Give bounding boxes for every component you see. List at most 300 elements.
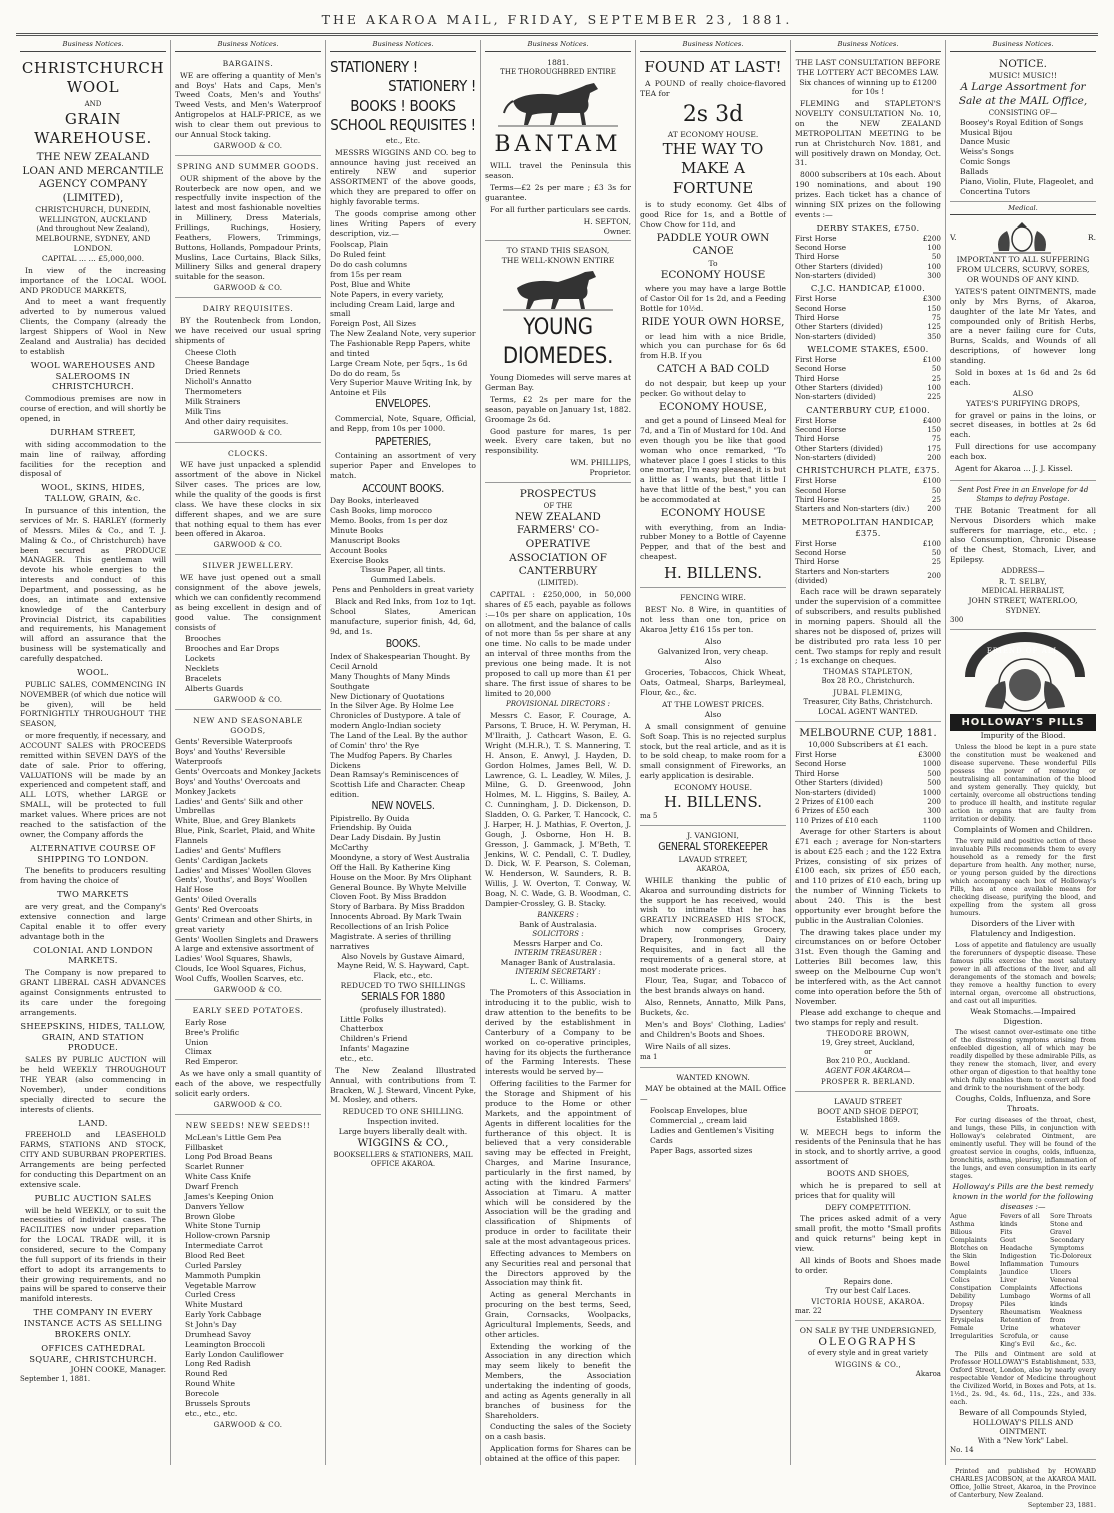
prize-label: Starters and Non-starters (div.) <box>795 504 910 514</box>
item-list <box>175 737 321 983</box>
list-item: Exercise Books <box>330 555 389 565</box>
prize-table <box>795 294 941 341</box>
item-list <box>330 496 476 565</box>
spring-goods-ad <box>175 158 321 298</box>
list-item: Gents' Woollen Singlets and Drawers <box>175 934 319 944</box>
list-item: etc., etc., etc. <box>185 1408 238 1418</box>
subheading: WOOL. <box>76 666 110 677</box>
list-item: Cheese Cloth <box>185 347 237 357</box>
line: Galvanized Iron, very cheap. <box>657 646 769 656</box>
list-item: Tic-Doloreux <box>1050 1251 1092 1260</box>
prize-label: First Horse <box>795 750 837 760</box>
list-item: Cash Books, limp morocco <box>330 506 432 516</box>
list-item: Dance Music <box>960 137 1010 147</box>
table-row <box>795 322 941 331</box>
prize-value: 300 <box>927 806 941 816</box>
paragraph: The very mild and positive action of these invaluable Pills recommends them to every household as a remedy for the first departure from health. Any mother, nurse, or young person guided by the directions which accompany each box of Holloway's Pills, has at once available means for checking disease, purifying the blood, and expelling from the system all gross humours. <box>950 836 1096 917</box>
prize-label: Non-starters (divided) <box>795 270 876 280</box>
list-item: Post, Blue and White <box>330 279 411 289</box>
signature: GARWOOD & CO. <box>213 1420 283 1429</box>
line: or <box>864 1048 872 1057</box>
list-item: Early York Cabbage <box>185 1310 262 1320</box>
paragraph: MAY be obtained at the MAIL Office— <box>640 1084 786 1104</box>
list-item: White Stone Turnip <box>185 1221 261 1231</box>
subheading: INTERIM SECRETARY : <box>515 967 601 976</box>
paragraph: Groceries, Tobaccos, Chick Wheat, Oats, Oatmeal, Sharps, Barleymeal, Flour, &c., &c. <box>640 668 786 698</box>
seasonable-goods-ad <box>175 712 321 1000</box>
list-item: Off the Hall. By Katherine King <box>330 862 451 872</box>
list-item: St John's Day <box>185 1320 237 1330</box>
paragraph: with siding accommodation to the main line of railway, affording facilities for the reception and disposal of <box>20 439 166 479</box>
list-item: The Land of the Leal. By the author of Comin' thro' the Rye <box>330 730 468 750</box>
line: Beware of all Compounds Styled, <box>959 1407 1087 1417</box>
list-item: Ulcers <box>1050 1267 1072 1276</box>
ad-heading: STATIONERY ! <box>388 77 476 96</box>
item-list <box>175 634 321 693</box>
ad-heading: STATIONERY ! <box>330 57 418 76</box>
race-heading: CANTERBURY CUP, £1000. <box>806 404 930 415</box>
paragraph: Full directions for use accompany each box. <box>950 442 1096 461</box>
wanted-known-ad <box>640 1070 786 1160</box>
line: ALSO <box>1012 389 1034 398</box>
prize-value: £100 <box>922 354 941 364</box>
list-item: Hollow-crown Parsnip <box>185 1231 270 1241</box>
paragraph: Men's and Boys' Clothing, Ladies' and Children's Boots and Shoes. <box>640 1019 786 1039</box>
prize-value: 350 <box>927 331 941 341</box>
column-head: Medical. <box>950 204 1096 216</box>
subheading: Coughs, Colds, Influenza, and Sore Throats. <box>955 1094 1091 1114</box>
new-seeds-ad <box>175 1117 321 1434</box>
subheading: PUBLIC AUCTION SALES <box>34 1192 152 1203</box>
line: Pens and Penholders in great variety <box>332 585 474 595</box>
list-item: Necklets <box>185 664 219 674</box>
column-head: Business Notices. <box>330 40 476 52</box>
line: Repairs done. <box>843 1277 893 1286</box>
prize-value: 175 <box>927 443 941 453</box>
subheading: SERIALS FOR 1880 <box>361 991 445 1004</box>
ad-heading: NEW ZEALAND FARMERS' CO-OPERATIVE ASSOCIATION OF CANTERBURY <box>509 510 607 578</box>
column-3 <box>326 40 481 1465</box>
list-item: Long Red Radish <box>185 1359 251 1369</box>
list-item: Minute Books <box>330 525 384 535</box>
prize-value: 500 <box>927 778 941 788</box>
paragraph: The drawing takes place under my circumstances on or before October 31st. Even though the Gaming and Lotteries Bill becomes law, this sweep on the Melbourne Cup won't be interfered with, as the Act cannot come into operation before the 5th of November. <box>795 927 941 1006</box>
paragraph: In pursuance of this intention, the services of Mr. S. HARLEY (formerly of Messrs. Miles & Co., and T. J. Maling & Co., of Christchurch) have been secured as PRODUCE MANAGER. This gentleman will devote his whole energies to the interests and conduct of this Department, and possessing, as he does, an intimate and extensive knowledge of the Canterbury Provincial District, its capabilities and requirements, his Management will afford an assurance that the business will be systematically and carefully despatched. <box>20 506 166 664</box>
list-item: Many Thoughts of Many Minds Southgate <box>330 671 450 691</box>
prize-value: £100 <box>922 476 941 486</box>
prize-label: Second Horse <box>795 425 847 435</box>
farmers-prospectus <box>485 485 631 1470</box>
ad-subtitle: 10,000 Subscribers at £1 each. <box>807 740 929 750</box>
list-item: Bilious Complaints <box>950 1227 987 1244</box>
table-row <box>795 486 941 495</box>
list-item: Borecole <box>185 1389 220 1399</box>
paragraph: The prices asked admit of a very small profit, the motto "Small profits and quick returns" being kept in view. <box>795 1214 941 1253</box>
list-item: Headache <box>1000 1243 1033 1252</box>
list-item: Union <box>185 1037 209 1047</box>
printer-imprint: Printed and published by HOWARD CHARLES JACOBSON, at the AKAROA MAIL Office, Jollie Street, Akaroa, in the Province of Canterbury, New Zealand. <box>950 1467 1096 1500</box>
signature: Proprietor. <box>589 468 631 478</box>
ad-heading: ECONOMY HOUSE <box>660 506 766 519</box>
list-end: And other dairy requisites. <box>185 416 289 426</box>
prize-label: Third Horse <box>795 768 840 778</box>
list-item: Commercial ,, cream laid <box>650 1115 747 1125</box>
prize-value: 100 <box>927 242 941 252</box>
prize-label: First Horse <box>795 476 837 486</box>
signature: GARWOOD & CO. <box>213 428 283 437</box>
list-item: Little Folks <box>340 1014 384 1024</box>
prize-value: 225 <box>927 392 941 402</box>
holloway-banner: HOLLOWAY'S PILLS <box>950 714 1096 731</box>
signature: BOOKSELLERS & STATIONERS, MAIL OFFICE AKAROA. <box>333 1150 473 1168</box>
paragraph: where you may have a large Bottle of Castor Oil for 1s 2d, and a Feeding Bottle for 10½d. <box>640 284 786 314</box>
paragraph: For curing diseases of the throat, chest, and lungs, these Pills, in conjunction with Holloway's celebrated Ointment, are eminently useful. They will be found of the greatest service in coughs, colds, influenza, bronchitis, asthma, pleurisy, inflammation of the lungs, and even consumption in its early stages. <box>950 1116 1096 1181</box>
list-item: White, Blue, and Grey Blankets <box>175 816 296 826</box>
item-list <box>950 118 1096 197</box>
paragraph: Conducting the sales of the Society on a cash basis. <box>485 1422 631 1442</box>
line: HOLLOWAY'S PILLS AND OINTMENT. <box>972 1417 1074 1437</box>
paragraph: All kinds of Boots and Shoes made to order. <box>795 1255 941 1275</box>
column-head: Business Notices. <box>795 40 941 52</box>
race-heading: WELCOME STAKES, £500. <box>807 344 929 355</box>
paragraph: A small consignment of genuine Soft Soap. This is no rejected surplus stock, but the real article, and as it is to be sold cheap, to make room for a small consignment of Fireworks, an early application is desirable. <box>640 721 786 781</box>
paragraph: WE have just unpacked a splendid assortment of the above in Nickel Silver cases. The prices are low, while the quality of the goods is first class. We have these clocks in six different shapes, and we are sure that nothing equal to them has ever been offered in Akaroa. <box>175 460 321 539</box>
list-item: Round White <box>185 1379 236 1389</box>
line: Akaroa <box>915 1369 941 1378</box>
list-item: Gents', Youths', and Boys' Woollen Half Hose <box>175 875 308 895</box>
subheading: INTERIM TREASURER : <box>514 948 602 957</box>
subheading: COLONIAL AND LONDON MARKETS. <box>33 944 153 966</box>
ad-limited: (LIMITED). <box>537 578 579 587</box>
item-list <box>640 1106 786 1155</box>
paragraph: Also, Rennets, Annatto, Milk Pans, Buckets, &c. <box>640 998 786 1018</box>
item-list <box>330 1015 476 1064</box>
ad-heading: THE LAST CONSULTATION BEFORE THE LOTTERY ACT BECOMES LAW. <box>795 57 941 77</box>
ad-heading: EARLY SEED POTATOES. <box>192 1006 304 1015</box>
emblem-label: FRIEND OF ALL <box>986 647 1060 656</box>
paragraph: Flour, Tea, Sugar, and Tobacco of the best brands always on hand. <box>640 976 786 996</box>
list-item: Jaundice <box>1000 1267 1029 1276</box>
paragraph: MESSRS WIGGINS AND CO. beg to announce having just received an entirely NEW and superior ASSORTMENT of the above goods, which they are prepared to offer on highly favorable terms. <box>330 147 476 206</box>
prize-label: Non-starters (divided) <box>795 331 876 341</box>
ad-heading: GRAIN WAREHOUSE. <box>34 109 152 148</box>
imprint <box>950 1462 1096 1513</box>
line: (profusely illustrated). <box>359 1004 447 1014</box>
list-item: Ladies' and Gents' Silk and other Umbrellas <box>175 796 303 816</box>
list-item: Day Books, interleaved <box>330 496 419 506</box>
paragraph: PUBLIC SALES, COMMENCING IN NOVEMBER (of which due notice will be given), will be held FORTNIGHTLY THROUGHOUT THE SEASON, <box>20 679 166 729</box>
code: ma 5 <box>640 812 658 821</box>
ad-heading: SCHOOL REQUISITES ! <box>330 116 476 135</box>
list-item: James's Keeping Onion <box>185 1191 274 1201</box>
signature: THOMAS STAPLETON, <box>823 668 913 677</box>
column-5 <box>636 40 791 1465</box>
line: Treasurer, City Baths, Christchurch. <box>803 697 933 706</box>
list-item: Ladies and Gentlemen's Visiting Cards <box>650 1125 775 1145</box>
list-item: Bracelets <box>185 673 222 683</box>
prize-value: 200 <box>927 504 941 514</box>
list-item: Pipistrello. By Ouida <box>330 813 410 823</box>
paragraph: The Promoters of this Association in introducing it to the public, wish to draw attention to the benefits to be derived by the establishment in Canterbury of a Company to be worked on co-operative principles, having for its objects the furtherance of the Farming Interests. These interests would be served by— <box>485 988 631 1077</box>
prize-value: £400 <box>922 415 941 425</box>
subheading: Complaints of Women and Children. <box>953 825 1093 835</box>
paragraph: Application forms for Shares can be obtained at the office of this paper. <box>485 1444 631 1463</box>
prize-value: 50 <box>931 548 941 558</box>
paragraph: As we have only a small quantity of each of the above, we respectfully solicit early orders. <box>175 1069 321 1098</box>
table-row <box>795 548 941 557</box>
subheading: NEW NOVELS. <box>371 799 435 812</box>
imprint-date: September 23, 1881. <box>1027 1501 1096 1510</box>
ad-heading: DAIRY REQUISITES. <box>202 304 294 314</box>
list-item: Do do do ream, 5s <box>330 368 401 378</box>
prize-label: Other Starters (divided) <box>795 443 883 453</box>
selby-ad <box>950 483 1096 630</box>
column-head: Business Notices. <box>175 40 321 52</box>
signature: PROSPER R. BERLAND. <box>820 1077 916 1086</box>
list-item: Venereal Affections <box>1050 1275 1083 1292</box>
silver-jewellery-ad <box>175 557 321 709</box>
table-row <box>795 364 941 373</box>
column-4 <box>481 40 636 1465</box>
list-item: Ladies' and Misses' Woollen Gloves <box>175 865 312 875</box>
list-item: Manuscript Books <box>330 535 400 545</box>
table-row <box>795 313 941 322</box>
bantam-ad <box>485 55 631 242</box>
paragraph: CAPITAL : £250,000, in 50,000 shares of £5 each, payable as follows :—10s per share on application, 10s on allotment, and the balance of calls of not more than 5s per share at any one time. No calls to be made under an interval of three months from the previous one being made. It is not proposed to call up more than £1 per share. The first issue of shares to be limited to 20,000 <box>485 589 631 698</box>
code: 300 <box>950 616 964 625</box>
masthead: THE AKAROA MAIL, FRIDAY, SEPTEMBER 23, 1881. <box>321 12 793 27</box>
list-item: Erysipelas <box>950 1315 984 1324</box>
table-row <box>795 504 941 513</box>
signature: GARWOOD & CO. <box>213 985 283 994</box>
signature: GARWOOD & CO. <box>213 284 283 293</box>
list-item: Account Books <box>330 545 388 555</box>
list-item: Sore Throats <box>1050 1211 1093 1220</box>
signature: GARWOOD & CO. <box>213 695 283 704</box>
list-item: Do Ruled feint <box>330 250 386 260</box>
signature: GARWOOD & CO. <box>213 141 283 150</box>
boot-depot-ad <box>795 1094 941 1321</box>
paragraph: Young Diomedes will serve mares at German Bay. <box>485 373 631 393</box>
list-item: Brussels Sprouts <box>185 1398 251 1408</box>
line: Box 210 P.O., Auckland. <box>826 1057 910 1066</box>
paragraph: with everything, from an India-rubber Money to a Bottle of Cayenne Pepper, and that of the best and cheapest. <box>640 522 786 562</box>
list-item: Weiss's Songs <box>960 147 1014 157</box>
list-item: Bowel Complaints <box>950 1259 987 1276</box>
prize-label: 6 Prizes of £50 each <box>795 806 869 816</box>
prize-label: Non-starters (divided) <box>795 787 876 797</box>
list-item: The Fashionable Repp Papers, white and tinted <box>330 339 471 358</box>
prize-label: Other Starters (divided) <box>795 322 883 332</box>
table-row <box>795 416 941 425</box>
company-name: THE NEW ZEALAND LOAN AND MERCANTILE AGENCY COMPANY (LIMITED), <box>22 150 164 204</box>
list-item: Danvers Yellow <box>185 1201 245 1211</box>
prize-value: 125 <box>927 322 941 332</box>
line: JOHN STREET, WATERLOO, SYDNEY. <box>968 596 1078 616</box>
paragraph: For all further particulars see cards. <box>490 204 631 214</box>
paragraph: Terms—£2 2s per mare ; £3 3s for guarantee. <box>485 183 631 202</box>
paragraph: W. MEECH begs to inform the residents of the Peninsula that he has in stock, and to shortly arrive, a good assortment of <box>795 1127 941 1167</box>
signature: VICTORIA HOUSE, AKAROA. <box>811 1297 925 1306</box>
masthead-rule <box>16 33 1098 36</box>
subheading: LAND. <box>78 1117 108 1128</box>
list-item: Gents' Red Overcoats <box>175 905 259 915</box>
line: L. C. Williams. <box>530 976 586 986</box>
signature: R. T. SELBY, <box>998 578 1048 587</box>
list-item: A large and extensive assortment of Ladies' Wool Squares, Shawls, Clouds, Ice Wool Squares, Fichus, Wool Cuffs, Woollen Scarves, etc. <box>175 944 314 984</box>
paragraph: Commercial, Note, Square, Official, and Repp, from 10s per 1000. <box>330 413 476 433</box>
column-head: Business Notices. <box>950 40 1096 52</box>
table-row <box>795 234 941 243</box>
race-heading: METROPOLITAN HANDICAP, £375. <box>801 516 935 538</box>
list-item: Tumours <box>1050 1259 1079 1268</box>
list-item: Liver Complaints <box>1000 1275 1037 1292</box>
paragraph: The benefits to producers resulting from having the choice of <box>20 866 166 886</box>
prize-table <box>795 750 941 825</box>
paragraph: THE Botanic Treatment for all Nervous Disorders which make sufferers for marriage, etc., etc. ; also Consumption, Chronic Disease of the Chest, Stomach, Liver, and Epilepsy. <box>950 505 1096 565</box>
list-item: Moondyne, a story of West Australia <box>330 853 470 863</box>
list-item: Foreign Post, All Sizes <box>330 319 417 329</box>
table-row <box>795 243 941 252</box>
royal-arms-icon <box>987 221 1057 255</box>
paragraph: will be held WEEKLY, or to suit the necessities of individual cases. The FACILITIES now under preparation for the LOCAL TRADE will, it is considered, secure to the Company the full support of its friends in their effort to adopt its arrangements to their growing requirements, and no pains will be spared to conserve their manifold interests. <box>20 1205 166 1304</box>
prize-value: 1100 <box>922 815 941 825</box>
list-item: etc., etc. <box>340 1054 374 1063</box>
disease-list <box>950 1212 1096 1348</box>
prize-value: 1000 <box>922 759 941 769</box>
prize-table <box>795 355 941 402</box>
item-list <box>330 814 476 952</box>
paragraph: Please add exchange to cheque and two stamps for reply and result. <box>795 1008 941 1028</box>
table-row <box>795 769 941 778</box>
table-row <box>795 304 941 313</box>
prize-label: Second Horse <box>795 242 847 252</box>
horse-name: BANTAM <box>494 131 622 157</box>
line: Also <box>704 709 722 719</box>
line: Also <box>704 636 722 646</box>
list-item: Scarlet Runner <box>185 1162 244 1172</box>
subheading: THE COMPANY IN EVERY INSTANCE ACTS AS SELLING BROKERS ONLY. <box>23 1307 163 1339</box>
prize-value: 150 <box>927 425 941 435</box>
paragraph: Extending the working of the Association in any direction which may seem likely to benefit the Members, the Association undertaking the indenting of goods, and acting as Agents generally in all branches of business for the Shareholders. <box>485 1341 631 1420</box>
line: REDUCED TO TWO SHILLINGS <box>340 981 466 991</box>
list-item: The New Zealand Note, very superior <box>330 329 476 339</box>
list-item: Chatterbox <box>340 1024 384 1034</box>
prize-value: 75 <box>931 434 941 444</box>
table-row <box>795 355 941 364</box>
column-head: Business Notices. <box>640 40 786 52</box>
line: CONSISTING OF— <box>988 108 1058 117</box>
signature: H. BILLENS. <box>663 792 763 811</box>
oleographs-ad <box>795 1323 941 1383</box>
list-item: Innocents Abroad. By Mark Twain <box>330 912 462 922</box>
list-item: Alberts Guards <box>185 683 244 693</box>
list-item: Female Irregularities <box>950 1323 994 1340</box>
paragraph: In view of the increasing importance of the LOCAL WOOL AND PRODUCE MARKETS, <box>20 265 166 295</box>
prize-value: 50 <box>931 252 941 262</box>
subheading: ACCOUNT BOOKS. <box>362 482 444 495</box>
paragraph: The New Zealand Illustrated Annual, with contributions from T. Bracken, W. J. Steward, Vincent Pyke, M. Mosley, and others. <box>330 1065 476 1105</box>
line: AKAROA, <box>696 864 730 873</box>
code: ma 1 <box>640 1053 658 1062</box>
ad-heading: FOUND AT LAST! <box>644 57 782 76</box>
offices: OFFICES CATHEDRAL SQUARE, CHRISTCHURCH. <box>29 1342 157 1364</box>
line: 19, Grey street, Auckland, <box>821 1039 915 1048</box>
line: Also Novels by Gustave Aimard, Mayne Reid, W. S. Hayward, Capt. Flack, etc., etc. <box>336 951 470 981</box>
list-item: Dean Ramsay's Reminiscences of Scottish Life and Character. Cheap edition. <box>330 770 466 800</box>
ad-heading: CHRISTCHURCH WOOL <box>21 58 165 97</box>
race-heading: C.J.C. HANDICAP, £1000. <box>810 283 926 294</box>
list-item: Gents' Crimean and other Shirts, in great variety <box>175 914 313 934</box>
prize-label: Second Horse <box>795 303 847 313</box>
list-item: Cloven Foot. By Miss Braddon <box>330 892 447 902</box>
list-item: New Dictionary of Quotations <box>330 691 445 701</box>
list-item: Bree's Prolific <box>185 1027 240 1037</box>
paragraph: BEST No. 8 Wire, in quantities of not less than one ton, price on Akaroa Jetty £16 15s per ton. <box>640 605 786 635</box>
table-row <box>795 476 941 485</box>
line: Established 1869. <box>836 1116 900 1125</box>
ad-heading: BOOT AND SHOE DEPOT, <box>817 1106 919 1116</box>
list-item: Recollections of an Irish Police Magistrate. A series of thrilling narratives <box>330 922 452 951</box>
table-row <box>795 778 941 787</box>
line: Inspection invited. <box>367 1117 439 1127</box>
paragraph: SALES BY PUBLIC AUCTION will be held WEEKLY THROUGHOUT THE YEAR (also commencing in November), under conditions specially directed to secure the interests of clients. <box>20 1055 166 1114</box>
company-cities-2: MELBOURNE, SYDNEY, AND LONDON. <box>35 234 151 254</box>
dairy-ad <box>175 300 321 442</box>
paragraph: Commodious premises are now in course of erection, and will shortly be opened, in <box>20 394 167 424</box>
ad-heading: BOOKS ! BOOKS <box>350 96 456 115</box>
ad-heading: NEW SEEDS! NEW SEEDS!! <box>185 1120 311 1130</box>
list-item: Boys' and Youths' Reversible Waterproofs <box>175 747 286 767</box>
prize-label: Second Horse <box>795 548 847 558</box>
prize-label: Starters and Non-starters (divided) <box>795 566 890 586</box>
ad-heading: ECONOMY HOUSE <box>660 268 766 281</box>
list-item: Dwarf French <box>185 1181 239 1191</box>
prize-table <box>795 416 941 463</box>
subheading: SOLICITORS : <box>532 929 584 938</box>
line: AT ECONOMY HOUSE. <box>667 129 759 139</box>
signature: WIGGINS & CO., <box>834 1360 902 1369</box>
table-row <box>795 567 941 586</box>
paragraph: Containing an assortment of very superior Paper and Envelopes to match. <box>330 451 476 480</box>
fencing-wire-ad <box>640 590 786 826</box>
prize-label: First Horse <box>795 415 837 425</box>
prize-label: Non-starters (divided) <box>795 453 876 463</box>
list-item: Gents' Cardigan Jackets <box>175 855 268 865</box>
prize-label: Other Starters (divided) <box>795 383 883 393</box>
subheading: Disorders of the Liver with Flatulency and Indigestion. <box>970 918 1076 938</box>
table-row <box>795 262 941 271</box>
paragraph: and get a pound of Linseed Meal for 7d, and a Tin of Mustard for 10d. And even though you be like that good woman who once remarked, "To whatever place I goes I sticks to this one mortar, I'm easy pleased, it is but a little as I wants, but that little I have that little of the best," you can be accommodated at <box>640 416 786 505</box>
race-heading: DERBY STAKES, £750. <box>816 222 920 233</box>
prize-label: First Horse <box>795 538 837 548</box>
paragraph: Acting as general Merchants in procuring on the best terms, Seed, Grain, Cornsacks, Woolpacks, Agricultural Implements, Seeds, and other articles. <box>485 1290 631 1339</box>
signature: JUBAL FLEMING, <box>833 688 903 697</box>
subheading: ENVELOPES. <box>375 398 431 411</box>
list-item: Dear Lady Disdain. By Justin McCarthy <box>330 833 441 853</box>
prize-label: Third Horse <box>795 495 840 505</box>
subheading: ALTERNATIVE COURSE OF SHIPPING TO LONDON. <box>30 842 156 864</box>
table-row <box>795 453 941 462</box>
list-item: Red Emperor. <box>185 1057 238 1067</box>
line: DEFY COMPETITION. <box>825 1202 911 1212</box>
paragraph: WE are offering a quantity of Men's and Boys' Hats and Caps, Men's Tweed Coats, Men's and Youths' Tweed Vests, and Men's Waterproof Antigropelos at HALF-PRICE, as we wish to clear them out previous to our Annual Stock taking. <box>175 70 321 139</box>
list-item: Boosey's Royal Edition of Songs <box>960 117 1084 127</box>
prize-value: 100 <box>927 261 941 271</box>
paragraph: BY the Routenbeck from London, we have received our usual spring shipments of <box>175 316 321 345</box>
economy-house-ad <box>640 55 786 589</box>
table-row <box>795 252 941 261</box>
